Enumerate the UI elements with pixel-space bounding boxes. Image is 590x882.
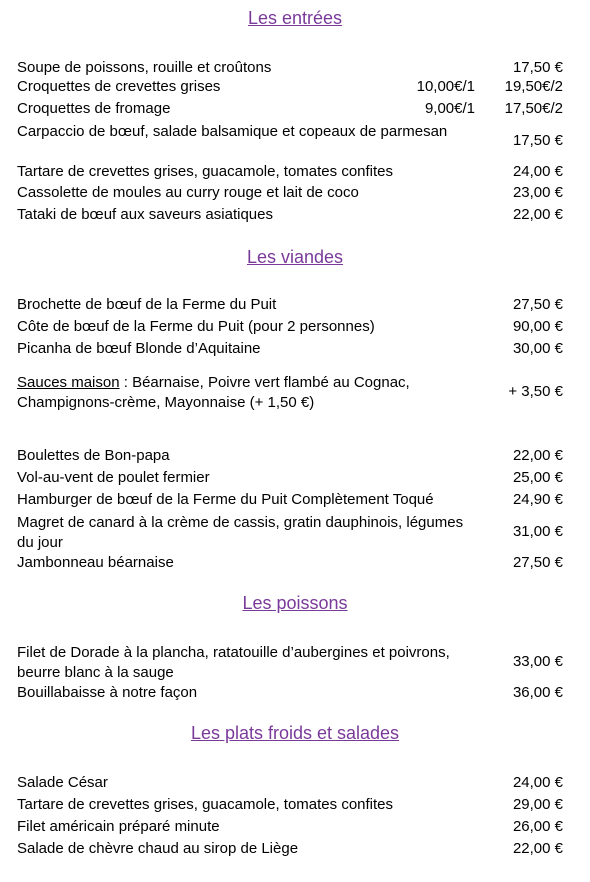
menu-item <box>17 796 563 814</box>
item-price: 22,00 € <box>512 206 563 223</box>
item-name: Salade de chèvre chaud au sirop de Liège <box>17 840 299 857</box>
menu-item <box>17 469 563 487</box>
item-price: 24,90 € <box>512 491 563 508</box>
menu-item <box>17 318 563 336</box>
item-price: 19,50€/2 <box>504 78 563 95</box>
sauces-label: Sauces maison <box>17 374 120 391</box>
item-price: 17,50€/2 <box>504 100 563 117</box>
item-price: 27,50 € <box>512 296 563 313</box>
sauces-text <box>17 373 467 413</box>
menu-item <box>17 184 563 202</box>
item-name: Croquettes de fromage <box>17 100 171 117</box>
section-title-viandes: Les viandes <box>246 247 344 267</box>
item-price: 25,00 € <box>512 469 563 486</box>
section-title-poissons: Les poissons <box>242 593 348 613</box>
item-price: 24,00 € <box>512 774 563 791</box>
menu-item <box>17 554 563 572</box>
item-price: 17,50 € <box>512 132 563 149</box>
item-price: 17,50 € <box>512 59 563 76</box>
item-name: Tartare de crevettes grises, guacamole, tomates confites <box>17 796 394 813</box>
item-price: 23,00 € <box>512 184 563 201</box>
item-name: Croquettes de crevettes grises <box>17 78 221 95</box>
menu-item <box>17 818 563 836</box>
item-name: Vol-au-vent de poulet fermier <box>17 469 210 486</box>
menu-item <box>17 491 563 509</box>
menu-item <box>17 78 563 96</box>
menu-item <box>17 684 563 702</box>
item-name: Tataki de bœuf aux saveurs asiatiques <box>17 206 273 223</box>
item-name: Brochette de bœuf de la Ferme du Puit <box>17 296 277 313</box>
item-name: Filet américain préparé minute <box>17 818 220 835</box>
item-name: Bouillabaisse à notre façon <box>17 684 198 701</box>
item-name: Magret de canard à la crème de cassis, gratin dauphinois, légumes du jour <box>17 514 464 551</box>
menu-item <box>17 122 563 160</box>
item-price: 31,00 € <box>512 523 563 540</box>
item-name: Boulettes de Bon-papa <box>17 447 170 464</box>
menu-item <box>17 840 563 858</box>
sauces-price: + 3,50 € <box>508 383 563 400</box>
item-name: Jambonneau béarnaise <box>17 554 174 571</box>
item-name: Cassolette de moules au curry rouge et lait de coco <box>17 184 359 201</box>
item-name: Carpaccio de bœuf, salade balsamique et copeaux de parmesan <box>17 123 448 140</box>
sauces-row <box>17 373 563 411</box>
item-price: 26,00 € <box>512 818 563 835</box>
item-name: Tartare de crevettes grises, guacamole, tomates confites <box>17 163 394 180</box>
item-name: Salade César <box>17 774 108 791</box>
item-price: 24,00 € <box>512 163 563 180</box>
sauces-list: : Béarnaise, Poivre vert flambé au Cognac, Champignons-crème, Mayonnaise (+ 1,50 €) <box>17 374 410 411</box>
menu-item <box>17 100 563 118</box>
menu-item <box>17 163 563 181</box>
menu-item <box>17 643 563 681</box>
menu-item <box>17 340 563 358</box>
item-price: 22,00 € <box>512 447 563 464</box>
menu-item <box>17 774 563 792</box>
item-price: 90,00 € <box>512 318 563 335</box>
item-name: Picanha de bœuf Blonde d’Aquitaine <box>17 340 261 357</box>
item-name: Côte de bœuf de la Ferme du Puit (pour 2 personnes) <box>17 318 375 335</box>
item-unit-price: 10,00€/1 <box>416 78 475 95</box>
menu-item <box>17 513 563 551</box>
menu-item <box>17 206 563 224</box>
item-price: 30,00 € <box>512 340 563 357</box>
menu-item <box>17 59 563 77</box>
section-title-entrees: Les entrées <box>247 8 343 28</box>
item-price: 27,50 € <box>512 554 563 571</box>
menu-item <box>17 296 563 314</box>
item-price: 29,00 € <box>512 796 563 813</box>
section-title-froids: Les plats froids et salades <box>190 723 400 743</box>
item-price: 33,00 € <box>512 653 563 670</box>
menu-item <box>17 447 563 465</box>
item-name: Soupe de poissons, rouille et croûtons <box>17 59 272 76</box>
item-price: 36,00 € <box>512 684 563 701</box>
item-name: Filet de Dorade à la plancha, ratatouille d’aubergines et poivrons, beurre blanc à la sauge <box>17 644 450 681</box>
item-unit-price: 9,00€/1 <box>424 100 475 117</box>
item-name: Hamburger de bœuf de la Ferme du Puit Complètement Toqué <box>17 491 434 508</box>
item-price: 22,00 € <box>512 840 563 857</box>
